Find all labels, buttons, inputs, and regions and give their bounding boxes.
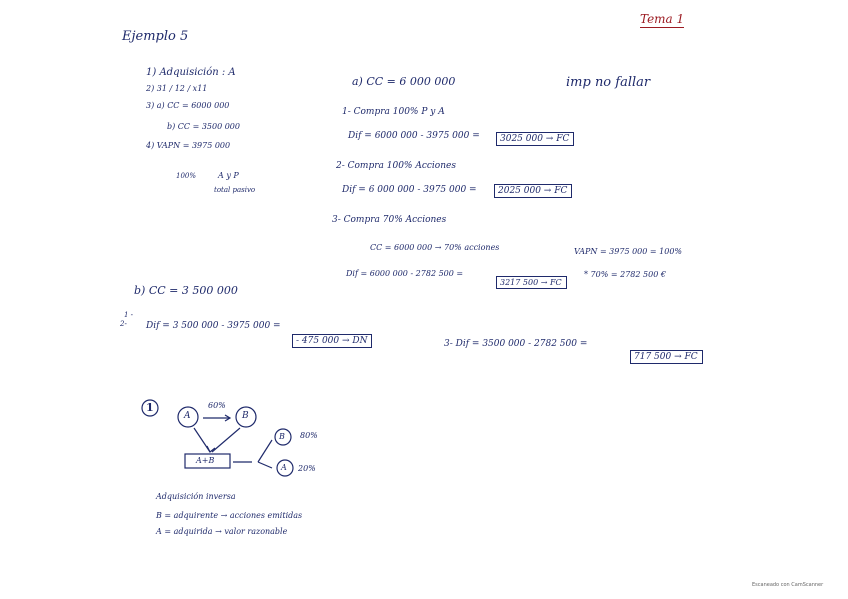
part-b-case2-result: - 475 000 → DN: [292, 334, 372, 348]
given-acquisition: 1) Adquisición : A: [146, 67, 236, 78]
note-reverse-acquisition: Adquisición inversa: [156, 492, 236, 501]
branch-up: [258, 440, 272, 462]
given-cc-a: 3) a) CC = 6000 000: [146, 101, 230, 110]
example-heading: Ejemplo 5: [122, 29, 189, 44]
important-note: imp no fallar: [566, 75, 651, 90]
note-acquirer: B = adquirente → acciones emitidas: [156, 511, 303, 520]
diagram-number: 1: [146, 401, 154, 414]
case2-result: 2025 000 → FC: [494, 184, 572, 198]
out-a-percent: 20%: [298, 464, 316, 473]
case1-calc: Dif = 6000 000 - 3975 000 =: [348, 131, 480, 141]
scanner-watermark: Escaneado con CamScanner: [752, 582, 824, 588]
case1-title: 1- Compra 100% P y A: [342, 107, 445, 117]
fraction-percent: 100%: [176, 172, 197, 180]
fraction-numerator: A y P: [218, 171, 239, 180]
case1-result: 3025 000 → FC: [496, 132, 574, 146]
branch-down: [258, 462, 272, 468]
case3-title: 3- Compra 70% Acciones: [332, 215, 447, 225]
given-vapn: 4) VAPN = 3975 000: [146, 141, 231, 150]
page-title: Tema 1: [640, 12, 685, 26]
case2-calc: Dif = 6 000 000 - 3975 000 =: [342, 185, 477, 195]
given-date: 2) 31 / 12 / x11: [146, 84, 208, 93]
out-b-percent: 80%: [300, 431, 318, 440]
part-b-case1: 1 -: [124, 311, 134, 319]
node-a: A: [184, 411, 191, 421]
edge-b-merged: [212, 428, 240, 452]
case2-title: 2- Compra 100% Acciones: [336, 161, 456, 171]
out-b-label: B: [279, 432, 285, 441]
part-b-case3-calc: 3- Dif = 3500 000 - 2782 500 =: [444, 339, 588, 349]
merged-label: A+B: [196, 456, 215, 465]
part-b-case2-calc: Dif = 3 500 000 - 3975 000 =: [146, 321, 281, 331]
out-a-label: A: [281, 463, 287, 472]
given-cc-b: b) CC = 3500 000: [167, 122, 240, 131]
node-b: B: [242, 411, 249, 421]
case3-result: 3217 500 → FC: [496, 276, 567, 289]
part-b-case3-result: 717 500 → FC: [630, 350, 703, 364]
part-b-case2: 2-: [120, 320, 127, 328]
case3-cc: CC = 6000 000 → 70% acciones: [370, 243, 500, 252]
part-a-heading: a) CC = 6 000 000: [352, 75, 456, 88]
case3-percent: * 70% = 2782 500 €: [584, 270, 666, 279]
case3-vapn: VAPN = 3975 000 = 100%: [574, 247, 683, 256]
note-acquiree: A = adquirida → valor razonable: [156, 527, 288, 536]
part-b-heading: b) CC = 3 500 000: [134, 284, 238, 297]
edge-percent: 60%: [208, 401, 226, 410]
case3-calc: Dif = 6000 000 - 2782 500 =: [346, 269, 464, 278]
fraction-denominator: total pasivo: [214, 186, 256, 194]
